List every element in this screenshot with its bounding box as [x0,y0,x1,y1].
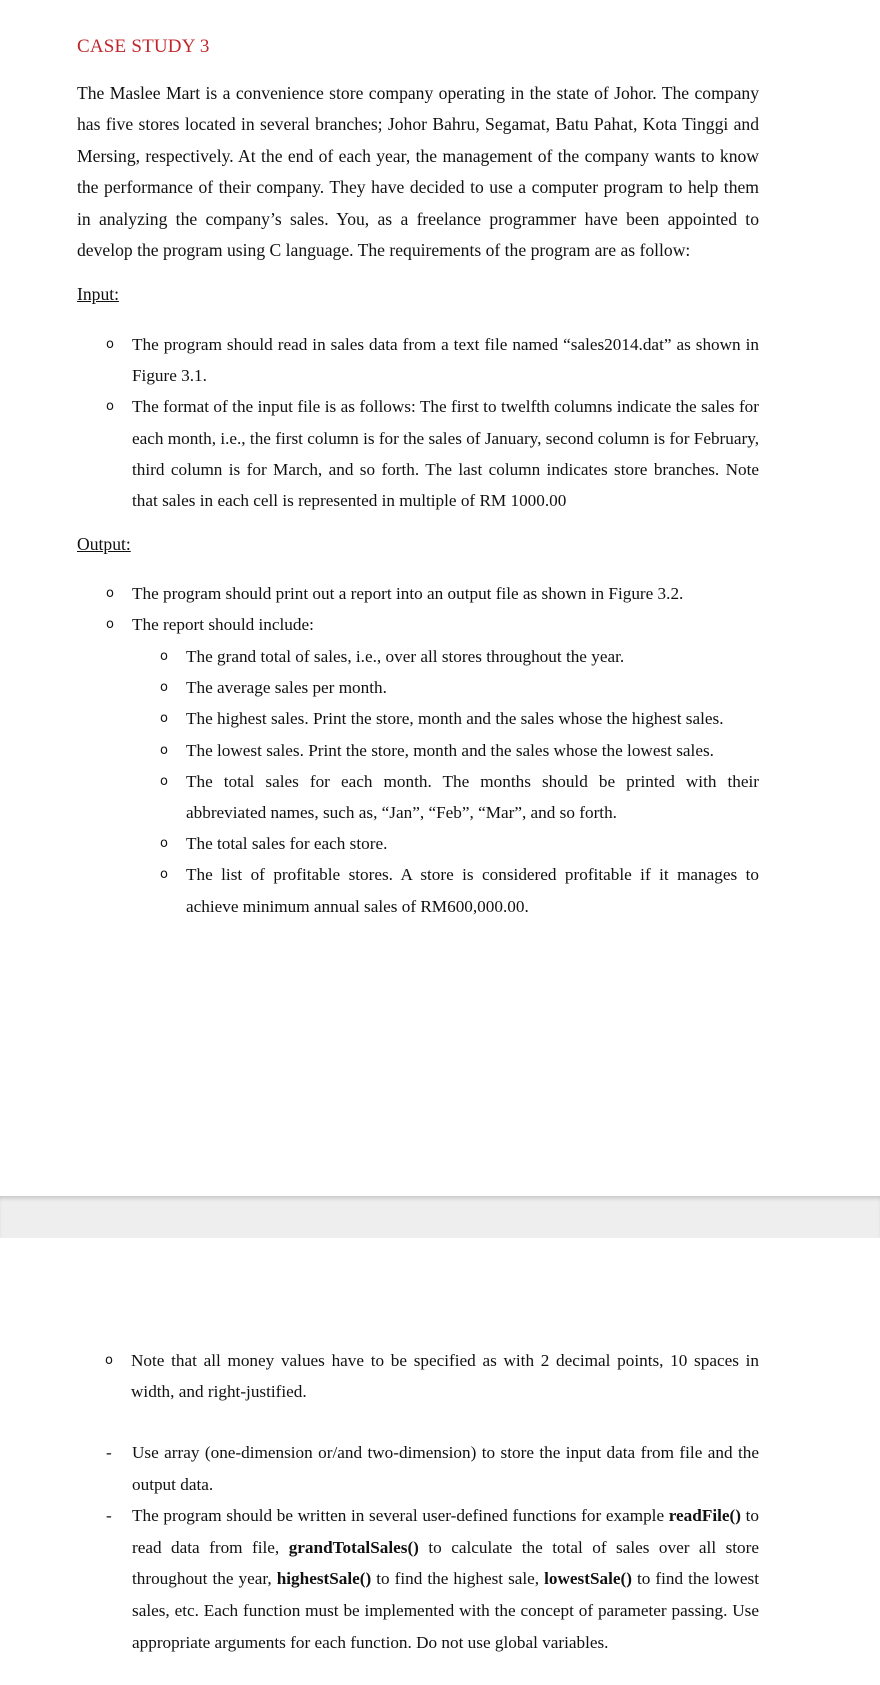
function-name: grandTotalSales() [288,1537,419,1557]
list-item-text: Use array (one-dimension or/and two-dimension) to store the input data from file and the output data. [132,1443,759,1494]
output-list [106,578,759,640]
list-item [106,391,759,516]
list-item [160,859,759,921]
bullet-icon: o [160,711,168,727]
list-item-text: The format of the input file is as follows: The first to twelfth columns indicate the sales for each month, i.e., the first column is for the sales of January, second column is for February, third column is for March, and so forth. The last column indicates store branches. Note that sales in each cell is represented in multiple of RM 1000.00 [132,397,759,511]
case-study-title: CASE STUDY 3 [77,36,210,57]
text-segment: to find the lowest sales, etc. Each function must be implemented with the concept of parameter passing. Use appropriate arguments for each function. Do not use global variables. [132,1569,759,1652]
list-item-text: The report should include: [132,615,314,635]
dash-icon: - [106,1506,112,1526]
list-item [160,703,759,734]
output-heading: Output: [77,534,131,554]
bullet-icon: o [106,399,114,415]
bullet-icon: o [160,742,168,758]
list-item-text: The list of profitable stores. A store is considered profitable if it manages to achieve minimum annual sales of RM600,000.00. [186,865,759,916]
function-name: highestSale() [276,1569,372,1589]
text-segment: The program should be written in several user-defined functions for example [132,1506,669,1526]
input-list [106,329,759,516]
list-item [160,672,759,703]
requirements-list [106,1437,759,1658]
list-item-text: The total sales for each month. The months should be printed with their abbreviated names, such as, “Jan”, “Feb”, “Mar”, and so forth. [186,771,759,823]
list-item [106,578,759,609]
list-item-text: The lowest sales. Print the store, month and the sales whose the lowest sales. [186,740,714,760]
bullet-icon: o [105,1353,113,1368]
function-name: lowestSale() [544,1569,632,1589]
page-gap [0,1196,880,1239]
list-item [105,1345,759,1407]
list-item-text: The program should print out a report into an output file as shown in Figure 3.2. [132,584,684,603]
list-item [106,1500,759,1658]
report-items-list [160,641,759,922]
list-item-text: The program should read in sales data from a text file named “sales2014.dat” as shown in Figure 3.1. [132,335,759,386]
bullet-icon: o [160,836,168,852]
text-segment: to calculate the total of sales over all store throughout the year, [132,1537,759,1589]
money-format-note-list [105,1345,759,1407]
bullet-icon: o [160,680,168,696]
list-item-text: The total sales for each store. [186,834,388,854]
bullet-icon: o [160,649,168,664]
list-item [160,766,759,828]
bullet-icon: o [160,867,168,883]
list-item-text: The highest sales. Print the store, month and the sales whose the highest sales. [186,709,724,729]
input-heading: Input: [77,284,120,304]
bullet-icon: o [106,337,114,352]
list-item [106,609,759,640]
list-item [106,329,759,391]
list-item [160,641,759,672]
bullet-icon: o [106,617,114,633]
bullet-icon: o [106,586,114,601]
function-name: readFile() [668,1506,741,1526]
list-item [106,1437,759,1500]
list-item [160,735,759,766]
text-segment: to find the highest sale, [371,1569,545,1589]
dash-icon: - [106,1443,112,1462]
intro-paragraph: The Maslee Mart is a convenience store company operating in the state of Johor. The company has five stores located in several branches; Johor Bahru, Segamat, Batu Pahat, Kota Tinggi and Mersing, respectively. At the end of each year, the management of the company wants to know the performance of their company. They have decided to use a computer program to help them in analyzing the company’s sales. You, as a freelance programmer have been appointed to develop the program using C language. The requirements of the program are as follow: [77,83,759,261]
list-item-text: Note that all money values have to be specified as with 2 decimal points, 10 spaces in width, and right-justified. [131,1351,759,1402]
bullet-icon: o [160,773,168,789]
functions-requirement-text [132,1506,759,1651]
list-item-text: The grand total of sales, i.e., over all stores throughout the year. [186,647,625,666]
list-item [160,828,759,859]
list-item-text: The average sales per month. [186,678,387,698]
text-segment: to read data from file, [132,1506,759,1557]
